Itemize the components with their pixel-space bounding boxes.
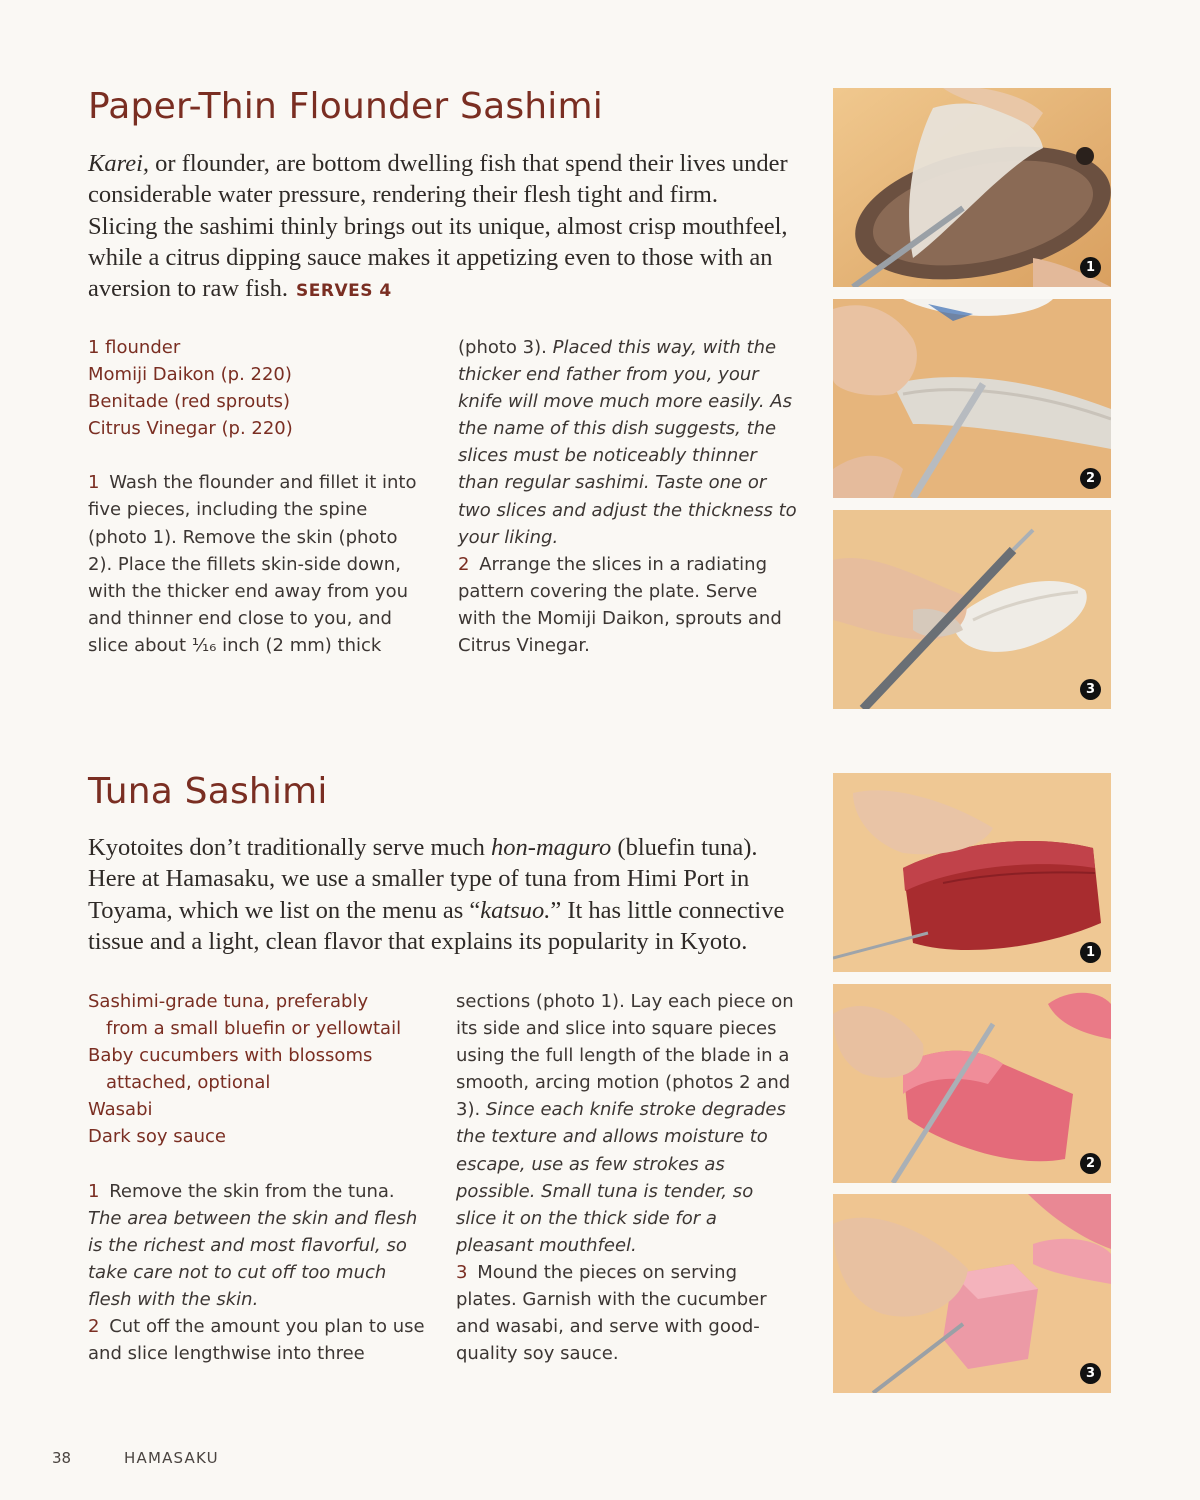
tuna-photo-slicing — [833, 984, 1111, 1183]
ingredient-item — [88, 1042, 433, 1096]
step-text: sections (photo 1). Lay each piece on its side and slice into square pieces using the full length of the blade in a smooth, arcing motion (photos 2 and 3). — [456, 991, 794, 1121]
tuna-ingredient-list — [88, 988, 433, 1151]
photo-number-badge: 2 — [1080, 1153, 1101, 1174]
ingredient-line: Sashimi-grade tuna, preferably — [88, 991, 369, 1012]
tuna-photo-block — [833, 773, 1111, 972]
flounder-step-2 — [458, 551, 798, 659]
photo-number-badge: 3 — [1080, 679, 1101, 700]
ingredient-item: Citrus Vinegar (p. 220) — [88, 418, 293, 440]
photo-number-badge: 1 — [1080, 942, 1101, 963]
flounder-ingredient-list — [88, 334, 423, 442]
ingredient-item: Dark soy sauce — [88, 1126, 226, 1148]
ingredient-item: Wasabi — [88, 1099, 153, 1121]
step-note: Since each knife stroke degrades the texture and allows moisture to escape, use as few strokes as possible. Small tuna is tender, so slice it on the thick side for a pleasant mouthfeel. — [456, 1099, 786, 1256]
flounder-serves: SERVES 4 — [296, 281, 392, 302]
step-text: Arrange the slices in a radiating pattern covering the plate. Serve with the Momiji Daikon, sprouts and Citrus Vinegar. — [458, 553, 782, 657]
tuna-title: Tuna Sashimi — [88, 771, 328, 812]
ingredient-item: Momiji Daikon (p. 220) — [88, 364, 292, 386]
step-text: Mound the pieces on serving plates. Garnish with the cucumber and wasabi, and serve with good-quality soy sauce. — [456, 1261, 767, 1365]
step-number: 2 — [458, 553, 470, 575]
step-note: The area between the skin and flesh is the richest and most flavorful, so take care not to cut off too much flesh with the skin. — [88, 1207, 418, 1310]
step-text: Wash the flounder and fillet it into five pieces, including the spine (photo 1). Remove the skin (photo 2). Place the fillets skin-side down, with the thicker end away from you and thinner end close to you, and slice about ¹⁄₁₆ inch (2 mm) thick — [88, 472, 417, 656]
step-number: 2 — [88, 1316, 100, 1338]
page-number: 38 — [52, 1449, 72, 1467]
tuna-intro-text: Kyotoites don’t traditionally serve much — [88, 834, 492, 861]
flounder-photo-slicing — [833, 510, 1111, 709]
step-text: Remove the skin from the tuna. — [109, 1180, 395, 1202]
step-note: Placed this way, with the thicker end father from you, your knife will move much more easily. As the name of this dish suggests, the slices must be noticeably thinner than regular sashimi. Taste one or two slices and adjust the thickness to your liking. — [458, 337, 797, 548]
flounder-intro — [88, 148, 793, 307]
step-number: 3 — [456, 1261, 468, 1283]
tuna-step-2-continued — [456, 988, 798, 1259]
flounder-step-1-continued — [458, 334, 798, 551]
tuna-intro-text: ” It has little connective tissue and a light, clean flavor that explains its popularity in Kyoto. — [88, 896, 785, 955]
running-head: HAMASAKU — [124, 1449, 219, 1467]
ingredient-line: attached, optional — [106, 1072, 271, 1094]
tuna-intro-italic: hon-maguro — [491, 834, 612, 861]
ingredient-item: 1 flounder — [88, 337, 181, 358]
tuna-step-2 — [88, 1313, 433, 1367]
tuna-intro-italic: katsuo. — [480, 896, 551, 924]
tuna-right-column — [456, 988, 798, 1367]
step-text: (photo 3). — [458, 337, 547, 358]
tuna-intro — [88, 832, 793, 957]
flounder-intro-italic: Karei, — [88, 150, 150, 177]
tuna-left-column — [88, 988, 433, 1367]
step-text: Cut off the amount you plan to use and slice lengthwise into three — [88, 1316, 425, 1365]
photo-number-badge: 1 — [1080, 257, 1101, 278]
ingredient-line: from a small bluefin or yellowtail — [106, 1018, 402, 1040]
flounder-intro-text: or flounder, are bottom dwelling fish that spend their lives under considerable water pressure, rendering their flesh tight and firm. Slicing the sashimi thinly brings out its unique, almost crisp mouthfeel, while a citrus dipping sauce makes it appetizing even to those with an aversion to raw fish. — [88, 150, 788, 303]
flounder-title: Paper-Thin Flounder Sashimi — [88, 86, 603, 127]
flounder-right-column — [458, 334, 798, 659]
tuna-intro-text: (bluefin tuna). Here at Hamasaku, we use a smaller type of tuna from Himi Port in Toyama, which we list on the menu as “ — [88, 834, 758, 924]
flounder-left-column — [88, 334, 423, 659]
ingredient-item: Benitade (red sprouts) — [88, 391, 291, 413]
tuna-step-3 — [456, 1259, 798, 1367]
flounder-photo-fillet — [833, 88, 1111, 287]
step-number: 1 — [88, 472, 100, 494]
ingredient-line: Baby cucumbers with blossoms — [88, 1045, 373, 1067]
tuna-photo-cubes — [833, 1194, 1111, 1393]
step-number: 1 — [88, 1180, 100, 1202]
photo-number-badge: 2 — [1080, 468, 1101, 489]
flounder-step-1 — [88, 469, 423, 659]
flounder-photo-skinning — [833, 299, 1111, 498]
photo-number-badge: 3 — [1080, 1363, 1101, 1384]
tuna-step-1 — [88, 1178, 433, 1313]
ingredient-item — [88, 988, 433, 1042]
